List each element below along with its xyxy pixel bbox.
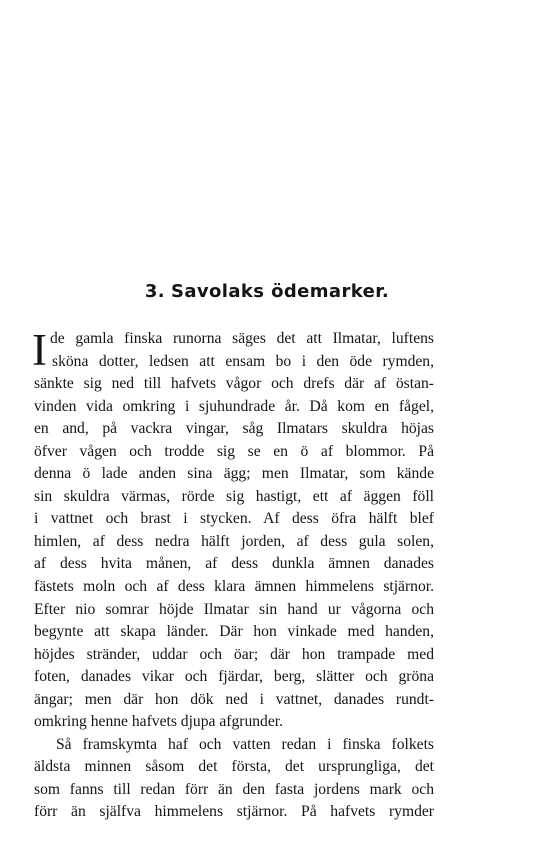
text-line: denna ö lade anden sina ägg; men Ilmatar, som kände (34, 465, 434, 483)
chapter-heading (0, 281, 539, 302)
text-line: Efter nio somrar höjde Ilmatar sin hand ur vågorna och (34, 600, 434, 618)
text-line: ängar; men där hon dök ned i vattnet, danades rundt- (34, 690, 434, 708)
text-line: förr än själfva himmelens stjärnor. På hafvets rymder (34, 803, 434, 821)
text-line: begynte att skapa länder. Där hon vinkade med handen, (34, 623, 434, 641)
paragraph-1 (32, 325, 434, 734)
text-line: fästets moln och af dess klara ämnen himmelens stjärnor. (34, 578, 434, 596)
paragraph-2 (34, 734, 434, 824)
text-line: äldsta minnen såsom det första, det ursprungliga, det (34, 758, 434, 776)
chapter-title: Savolaks ödemarker. (171, 281, 390, 302)
text-line: himlen, af dess nedra hälft jorden, af dess gula solen, (34, 532, 434, 550)
text-line: sköna dotter, ledsen att ensam bo i den öde rymden, (52, 352, 434, 370)
body-text (32, 325, 434, 824)
text-line: foten, danades vikar och fjärdar, berg, slätter och gröna (34, 668, 434, 686)
text-line: höjdes stränder, uddar och öar; där hon trampade med (34, 645, 434, 663)
text-line: de gamla finska runorna säges det att Ilmatar, luftens (50, 330, 434, 347)
text-line: i vattnet och brast i stycken. Af dess öfra hälft blef (34, 510, 434, 528)
text-line: Så framskymta haf och vatten redan i finska folkets (56, 735, 434, 753)
text-line: sin skuldra värmas, rörde sig hastigt, ett af äggen föll (34, 487, 434, 505)
text-line: omkring henne hafvets djupa afgrunder. (34, 713, 283, 731)
text-line: vinden vida omkring i sjuhundrade år. Då kom en fågel, (34, 397, 434, 415)
text-line: en and, på vackra vingar, såg Ilmatars skuldra höjas (34, 420, 434, 438)
text-line: som fanns till redan förr än den fasta jordens mark och (34, 780, 434, 798)
drop-cap: I (32, 325, 47, 375)
text-line: sänkte sig ned till hafvets vågor och drefs där af östan- (34, 375, 434, 393)
chapter-number: 3. (144, 281, 165, 302)
text-line: af dess hvita månen, af dess dunkla ämnen danades (34, 555, 434, 573)
text-line: öfver vågen och trodde sig se en ö af blommor. På (34, 442, 434, 460)
